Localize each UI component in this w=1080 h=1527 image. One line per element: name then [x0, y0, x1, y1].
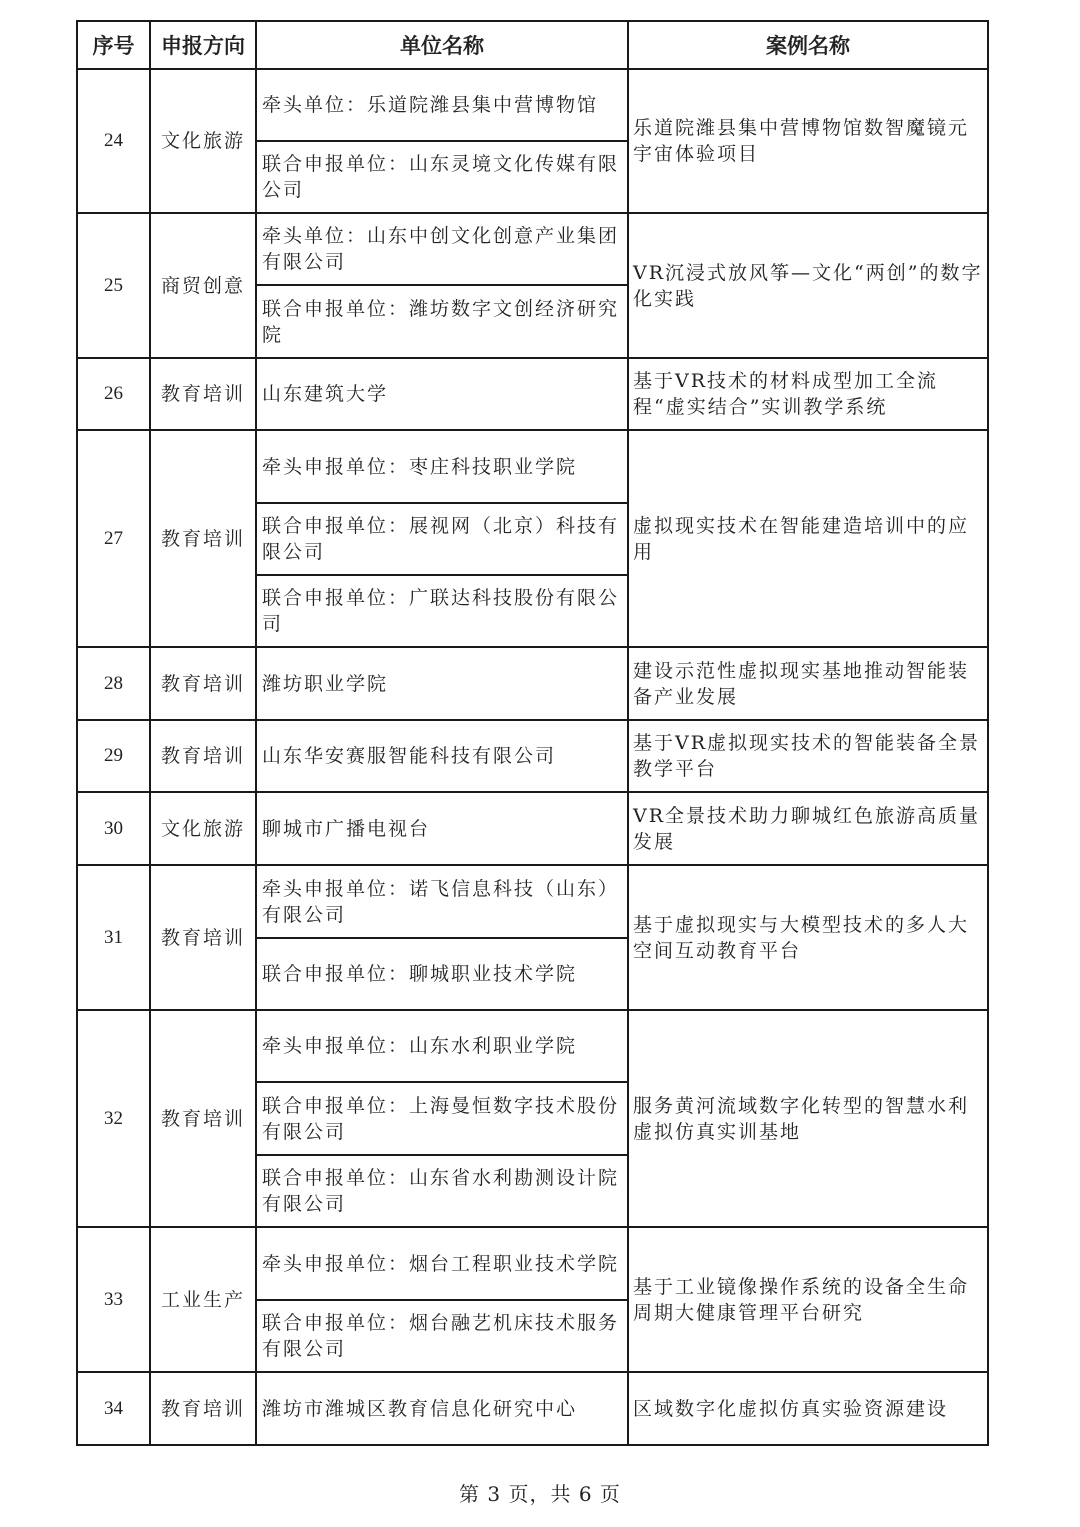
case-name: 区域数字化虚拟仿真实验资源建设 [628, 1372, 988, 1445]
table-row [77, 430, 988, 503]
table-row [77, 69, 988, 141]
table-row [77, 865, 988, 938]
row-direction: 工业生产 [150, 1227, 256, 1372]
header-case: 案例名称 [628, 21, 988, 69]
unit-name: 山东华安赛服智能科技有限公司 [256, 720, 628, 792]
table-header-row [77, 21, 988, 69]
row-direction: 教育培训 [150, 865, 256, 1010]
case-name: 基于VR技术的材料成型加工全流程“虚实结合”实训教学系统 [628, 358, 988, 430]
unit-name: 联合申报单位：山东灵境文化传媒有限公司 [256, 141, 628, 213]
case-name: 乐道院潍县集中营博物馆数智魔镜元宇宙体验项目 [628, 69, 988, 213]
case-name: 虚拟现实技术在智能建造培训中的应用 [628, 430, 988, 647]
table-row [77, 213, 988, 285]
case-name: VR沉浸式放风筝—文化“两创”的数字化实践 [628, 213, 988, 358]
case-table [76, 20, 989, 1446]
unit-name: 联合申报单位：上海曼恒数字技术股份有限公司 [256, 1082, 628, 1155]
row-direction: 教育培训 [150, 647, 256, 720]
unit-name: 山东建筑大学 [256, 358, 628, 430]
unit-name: 联合申报单位：山东省水利勘测设计院有限公司 [256, 1155, 628, 1227]
header-unit: 单位名称 [256, 21, 628, 69]
row-direction: 文化旅游 [150, 792, 256, 865]
row-no: 30 [77, 792, 150, 865]
row-direction: 教育培训 [150, 720, 256, 792]
case-name: 基于工业镜像操作系统的设备全生命周期大健康管理平台研究 [628, 1227, 988, 1372]
unit-name: 潍坊市潍城区教育信息化研究中心 [256, 1372, 628, 1445]
row-direction: 商贸创意 [150, 213, 256, 358]
unit-name: 联合申报单位：展视网（北京）科技有限公司 [256, 503, 628, 575]
case-name: 基于VR虚拟现实技术的智能装备全景教学平台 [628, 720, 988, 792]
table-row [77, 647, 988, 720]
row-no: 29 [77, 720, 150, 792]
unit-name: 联合申报单位：聊城职业技术学院 [256, 938, 628, 1010]
row-no: 25 [77, 213, 150, 358]
page-footer: 第 3 页，共 6 页 [459, 1482, 621, 1506]
row-direction: 教育培训 [150, 1010, 256, 1227]
table-row [77, 1010, 988, 1082]
row-direction: 教育培训 [150, 358, 256, 430]
unit-name: 潍坊职业学院 [256, 647, 628, 720]
unit-name: 牵头申报单位：山东水利职业学院 [256, 1010, 628, 1082]
case-name: 服务黄河流域数字化转型的智慧水利虚拟仿真实训基地 [628, 1010, 988, 1227]
case-name: 建设示范性虚拟现实基地推动智能装备产业发展 [628, 647, 988, 720]
table-row [77, 358, 988, 430]
row-no: 28 [77, 647, 150, 720]
row-no: 27 [77, 430, 150, 647]
unit-name: 联合申报单位：潍坊数字文创经济研究院 [256, 285, 628, 358]
row-no: 34 [77, 1372, 150, 1445]
unit-name: 牵头申报单位：诺飞信息科技（山东）有限公司 [256, 865, 628, 938]
case-name: VR全景技术助力聊城红色旅游高质量发展 [628, 792, 988, 865]
row-no: 31 [77, 865, 150, 1010]
table-row [77, 720, 988, 792]
unit-name: 聊城市广播电视台 [256, 792, 628, 865]
header-no: 序号 [77, 21, 150, 69]
row-no: 26 [77, 358, 150, 430]
unit-name: 牵头单位：山东中创文化创意产业集团有限公司 [256, 213, 628, 285]
row-direction: 教育培训 [150, 1372, 256, 1445]
case-name: 基于虚拟现实与大模型技术的多人大空间互动教育平台 [628, 865, 988, 1010]
table-row [77, 792, 988, 865]
unit-name: 联合申报单位：烟台融艺机床技术服务有限公司 [256, 1300, 628, 1372]
row-no: 33 [77, 1227, 150, 1372]
unit-name: 牵头申报单位：枣庄科技职业学院 [256, 430, 628, 503]
table-row [77, 1227, 988, 1300]
unit-name: 联合申报单位：广联达科技股份有限公司 [256, 575, 628, 647]
unit-name: 牵头申报单位：烟台工程职业技术学院 [256, 1227, 628, 1300]
row-direction: 文化旅游 [150, 69, 256, 213]
row-no: 24 [77, 69, 150, 213]
row-direction: 教育培训 [150, 430, 256, 647]
row-no: 32 [77, 1010, 150, 1227]
table-row [77, 1372, 988, 1445]
header-direction: 申报方向 [150, 21, 256, 69]
unit-name: 牵头单位：乐道院潍县集中营博物馆 [256, 69, 628, 141]
